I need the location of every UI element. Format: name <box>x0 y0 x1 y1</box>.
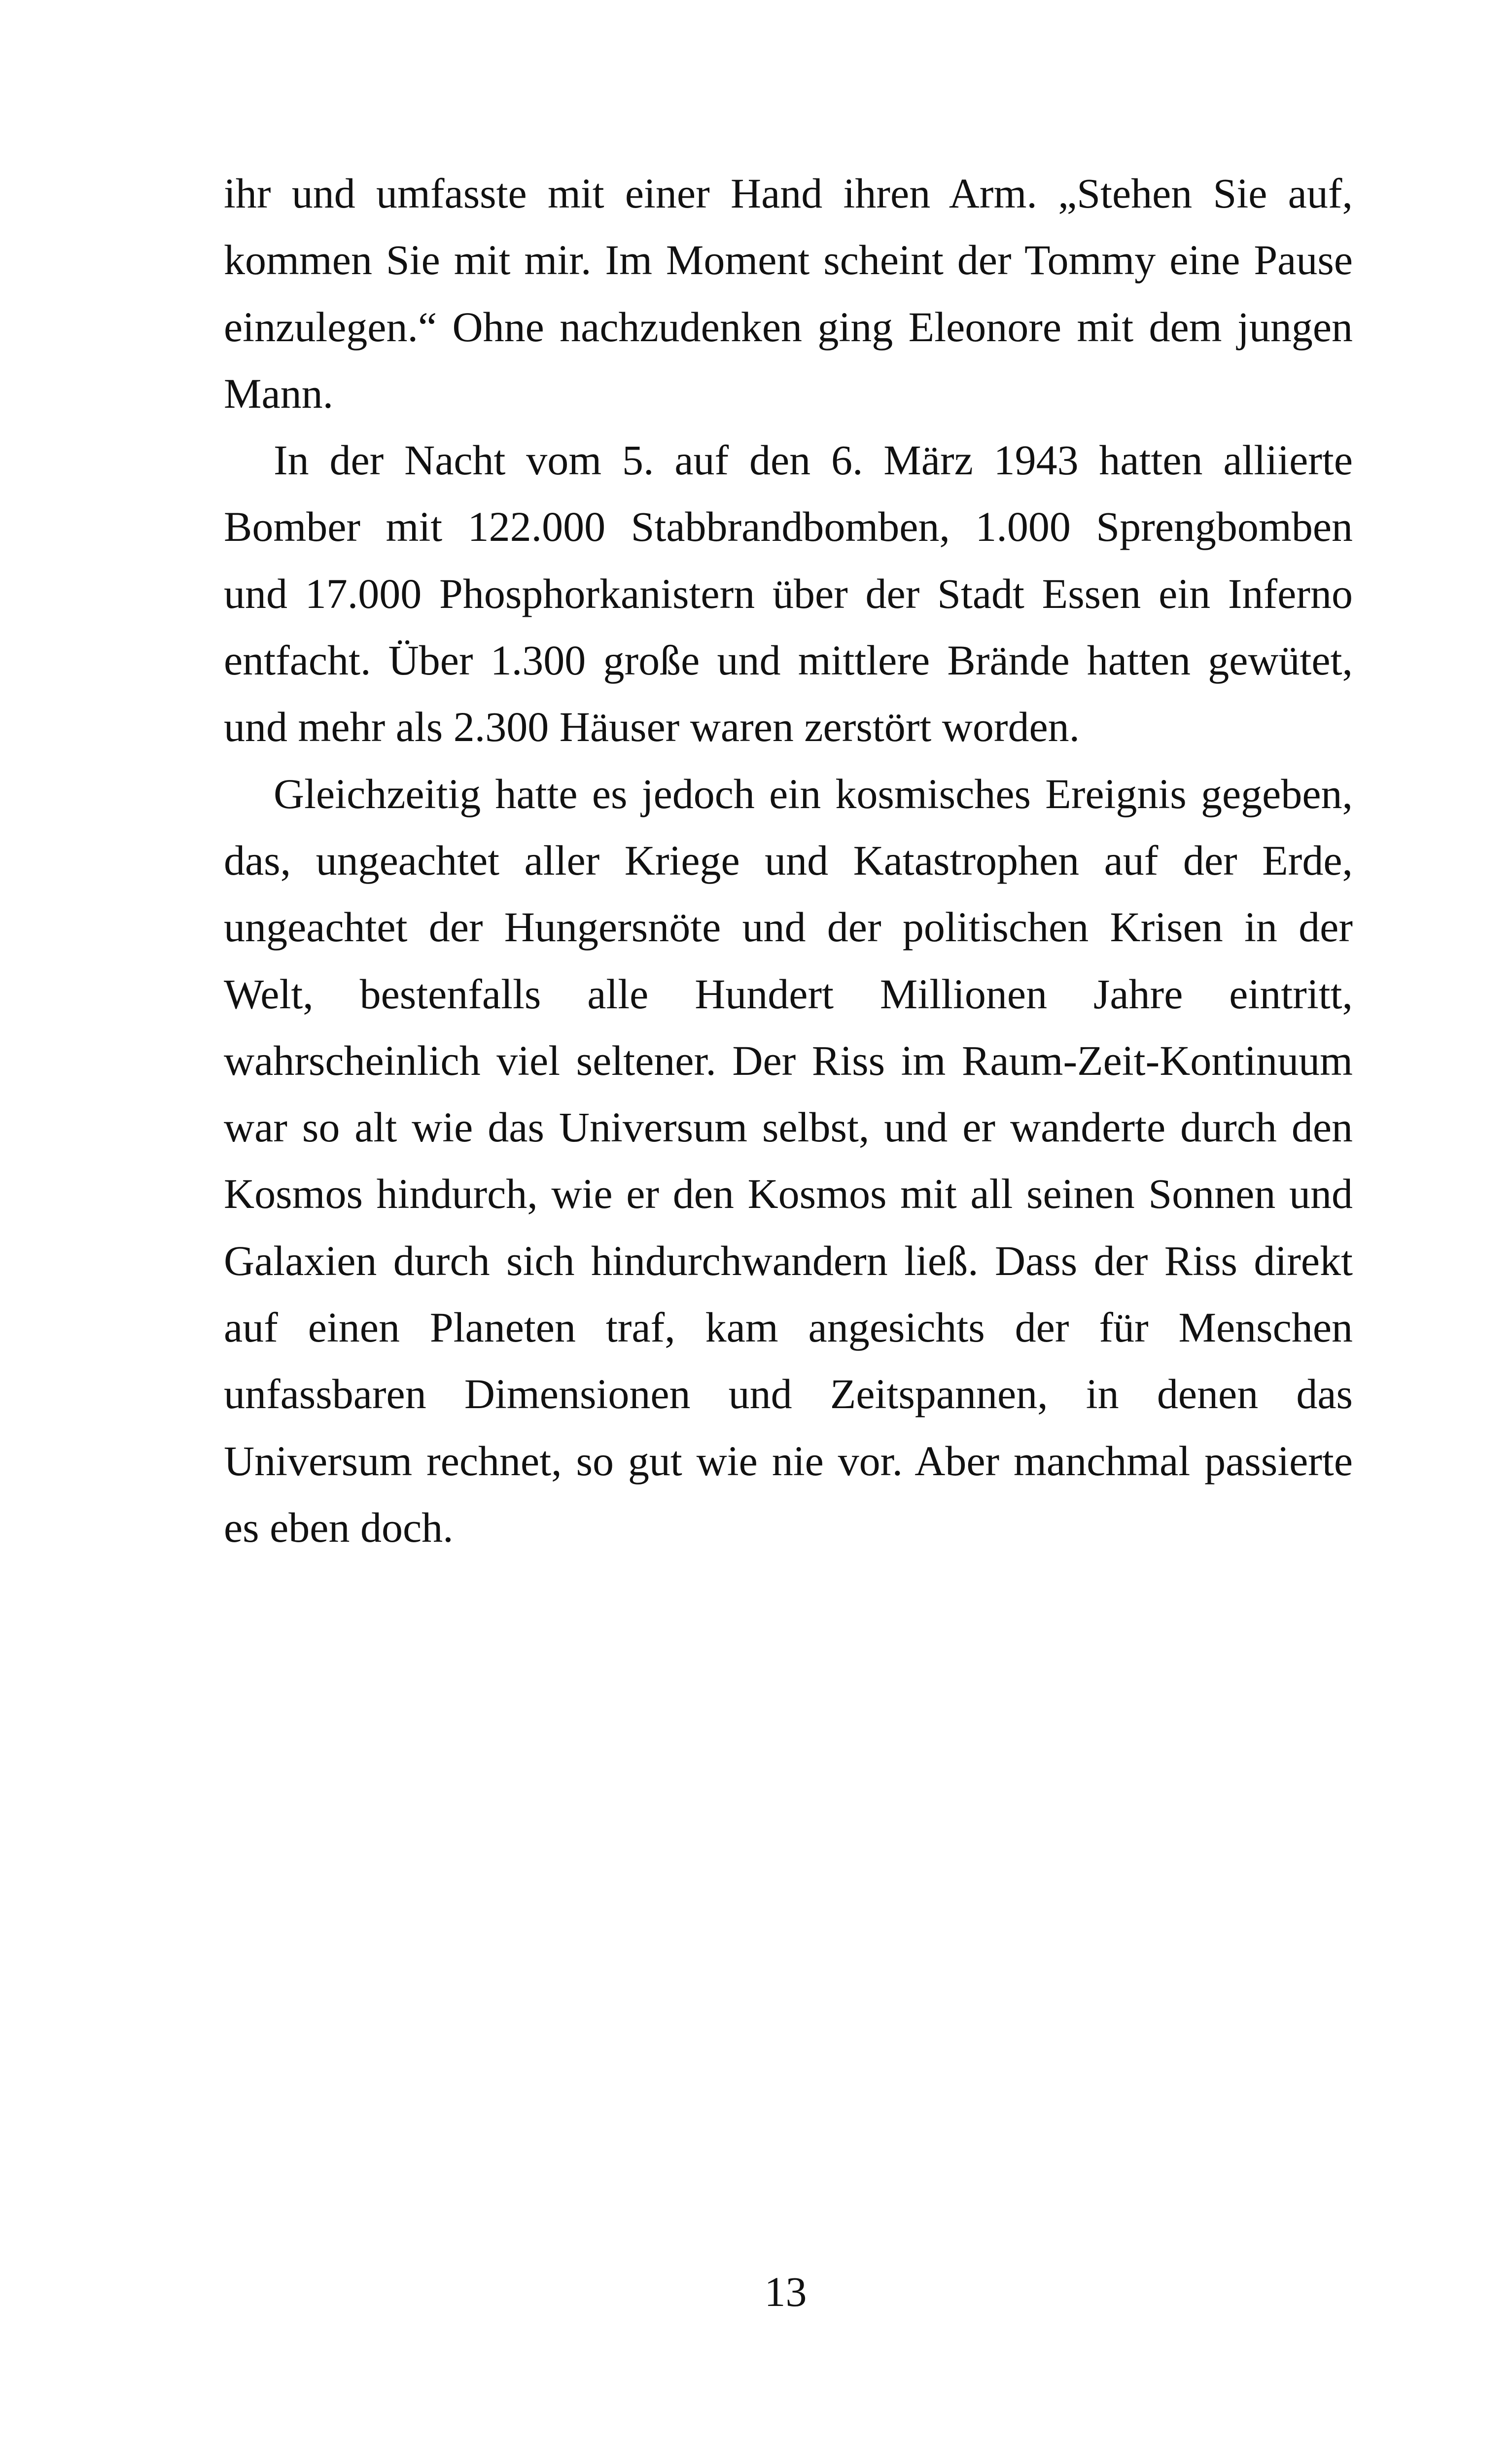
paragraph-cosmic-event: Gleichzeitig hatte es jedoch ein kosmisches Ereignis gegeben, das, ungeachtet aller Kriege und Katastrophen auf der Erde, ungeachtet der Hungersnöte und der politischen Krisen in der Welt, bestenfalls alle Hundert Millionen Jahre eintritt, wahrscheinlich viel seltener. Der Riss im Raum-Zeit-Kontinuum war so alt wie das Universum selbst, und er wanderte durch den Kosmos hindurch, wie er den Kosmos mit all seinen Sonnen und Galaxien durch sich hindurchwandern ließ. Dass der Riss direkt auf einen Planeten traf, kam angesichts der für Menschen unfassbaren Dimensionen und Zeitspannen, in denen das Universum rechnet, so gut wie nie vor. Aber manchmal passierte es eben doch. <box>224 770 1353 1551</box>
paragraph-bombing-raid: In der Nacht vom 5. auf den 6. März 1943 hatten alliierte Bomber mit 122.000 Stabbrandbomben, 1.000 Sprengbomben und 17.000 Phosphorkanistern über der Stadt Essen ein Inferno entfacht. Über 1.300 große und mittlere Brände hatten gewütet, und mehr als 2.300 Häuser waren zerstört worden. <box>224 436 1353 751</box>
body-text <box>224 160 1353 1561</box>
page-number: 13 <box>764 2268 807 2315</box>
paragraph-continuation: ihr und umfasste mit einer Hand ihren Arm. „Stehen Sie auf, kommen Sie mit mir. Im Moment scheint der Tommy eine Pause einzulegen.“ Ohne nachzudenken ging Eleonore mit dem jungen Mann. <box>224 170 1353 417</box>
